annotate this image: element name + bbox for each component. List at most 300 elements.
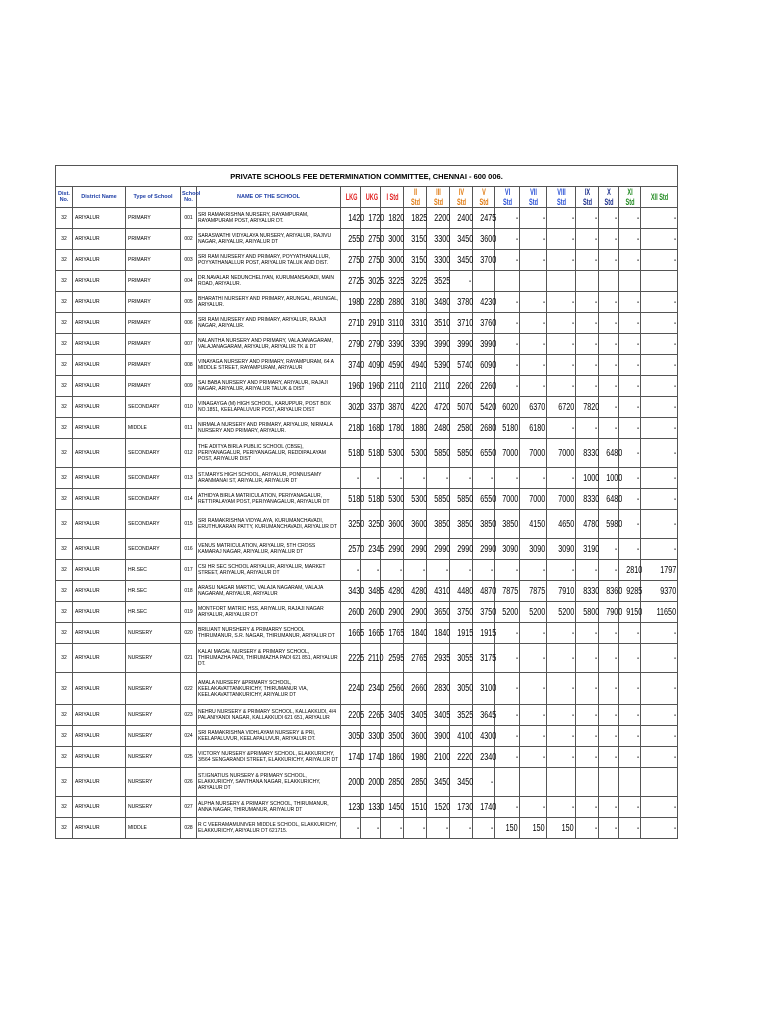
fee-value: 1520 <box>434 801 451 813</box>
fee-value: - <box>422 822 425 834</box>
header-std-5: IV Std <box>454 187 468 208</box>
fee-cell <box>450 418 473 439</box>
fee-value: 3990 <box>480 338 497 350</box>
fee-cell <box>404 602 427 623</box>
fee-cell <box>427 292 450 313</box>
fee-value: - <box>636 730 639 742</box>
fee-cell <box>450 726 473 747</box>
fee-value: 7875 <box>528 585 545 597</box>
dist-no-cell: 32 <box>56 623 73 644</box>
fee-cell <box>599 397 619 418</box>
fee-cell <box>495 510 520 539</box>
fee-cell <box>404 439 427 468</box>
fee-cell <box>341 560 361 581</box>
fee-cell <box>341 334 365 355</box>
header-school-name: NAME OF THE SCHOOL <box>197 187 341 208</box>
fee-value: - <box>571 627 574 639</box>
fee-value: - <box>636 338 639 350</box>
fee-value: 3900 <box>434 730 451 742</box>
fee-cell <box>520 705 547 726</box>
fee-cell <box>404 418 427 439</box>
school-name-cell: ARASU NAGAR MARTIC, VALAJA NAGARAM, VALAJA NAGARAM, ARIYALUR, ARIYALUR <box>197 581 341 602</box>
fee-cell <box>547 250 576 271</box>
fee-value: - <box>636 296 639 308</box>
fee-value: - <box>445 472 448 484</box>
fee-value: 2830 <box>434 683 451 694</box>
fee-cell <box>576 623 599 644</box>
fee-cell <box>404 768 427 797</box>
fee-cell <box>404 397 427 418</box>
fee-cell <box>619 726 641 747</box>
fee-value: 3600 <box>480 233 497 245</box>
fee-cell <box>547 644 576 673</box>
fee-cell <box>619 313 641 334</box>
fee-cell <box>427 397 450 418</box>
fee-cell <box>404 510 427 539</box>
fee-value: - <box>636 447 639 459</box>
fee-cell <box>576 818 599 839</box>
fee-value: - <box>673 338 677 350</box>
fee-cell <box>599 313 619 334</box>
fee-cell <box>520 489 547 510</box>
fee-value: - <box>594 380 597 392</box>
fee-cell <box>520 726 547 747</box>
table-row <box>56 376 678 397</box>
fee-cell <box>547 355 576 376</box>
fee-value: 2560 <box>388 683 405 694</box>
fee-cell <box>619 539 641 560</box>
district-cell: ARIYALUR <box>73 376 126 397</box>
school-type-cell: NURSERY <box>126 768 181 797</box>
dist-no-cell: 32 <box>56 705 73 726</box>
fee-cell <box>520 818 547 839</box>
fee-value: 5850 <box>457 447 474 459</box>
fee-value: 7000 <box>528 493 545 505</box>
school-name-cell: KALAI MAGAL NURSERY & PRIMARY SCHOOL, THIRUMAZHA PADI, THIRUMAZHA PADI 621 851, ARIYALUR DT. <box>197 644 341 673</box>
table-row <box>56 397 678 418</box>
table-row <box>56 334 678 355</box>
school-type-cell: PRIMARY <box>126 376 181 397</box>
fee-value: 3025 <box>368 275 385 287</box>
fee-cell <box>450 271 473 292</box>
fee-value: - <box>594 730 597 742</box>
fee-cell <box>619 747 641 768</box>
fee-cell <box>641 376 678 397</box>
fee-cell <box>520 797 547 818</box>
fee-cell <box>495 644 520 673</box>
fee-value: - <box>594 683 597 694</box>
fee-value: - <box>356 472 359 484</box>
fee-value: 1420 <box>348 212 365 224</box>
fee-cell <box>361 560 381 581</box>
fee-cell <box>576 560 599 581</box>
fee-cell <box>641 397 678 418</box>
fee-cell <box>619 560 641 581</box>
fee-value: - <box>571 233 574 245</box>
fee-cell <box>520 439 547 468</box>
fee-value: 2660 <box>411 683 428 694</box>
fee-cell <box>404 705 427 726</box>
fee-value: 2595 <box>388 652 405 664</box>
school-type-cell: HR.SEC <box>126 602 181 623</box>
school-type-cell: PRIMARY <box>126 334 181 355</box>
dist-no-cell: 32 <box>56 250 73 271</box>
fee-cell <box>427 229 450 250</box>
fee-value: 2790 <box>348 338 365 350</box>
fee-cell <box>427 623 450 644</box>
fee-cell <box>641 334 678 355</box>
fee-value: - <box>673 296 677 308</box>
fee-cell <box>495 726 520 747</box>
fee-cell <box>404 376 427 397</box>
fee-cell <box>427 510 450 539</box>
fee-value: - <box>673 359 677 371</box>
fee-cell <box>619 355 641 376</box>
fee-value: 2850 <box>411 776 428 788</box>
fee-cell <box>619 818 641 839</box>
fee-cell <box>341 397 365 418</box>
fee-cell <box>520 397 547 418</box>
fee-value: 3600 <box>411 518 428 530</box>
fee-cell <box>495 355 520 376</box>
fee-value: 7000 <box>557 493 574 505</box>
fee-cell <box>473 292 495 313</box>
fee-value: 1797 <box>660 564 677 576</box>
fee-cell <box>341 271 365 292</box>
fee-value: - <box>673 317 677 329</box>
fee-cell <box>427 539 450 560</box>
school-type-cell: SECONDARY <box>126 397 181 418</box>
school-name-cell: R C VEERAMAMUNIVER MIDDLE SCHOOL, ELAKKURICHY, ELAKKURICHY, ARIYALUR DT 621715. <box>197 818 341 839</box>
dist-no-cell: 32 <box>56 397 73 418</box>
fee-cell <box>520 539 547 560</box>
fee-cell <box>520 560 547 581</box>
fee-value: 7000 <box>557 447 574 459</box>
fee-value: 150 <box>505 822 518 834</box>
fee-value: - <box>636 518 639 530</box>
fee-value: - <box>636 683 639 694</box>
fee-cell <box>427 250 450 271</box>
fee-cell <box>495 797 520 818</box>
fee-value: 3390 <box>411 338 428 350</box>
fee-value: 5180 <box>368 447 385 459</box>
fee-value: 3300 <box>368 730 385 742</box>
fee-cell <box>473 397 495 418</box>
fee-cell <box>450 818 473 839</box>
fee-cell <box>495 602 520 623</box>
fee-value: 7000 <box>528 447 545 459</box>
fee-value: - <box>614 652 617 664</box>
fee-cell <box>341 418 365 439</box>
header-std-6: V Std <box>477 187 491 208</box>
header-std-11: X Std <box>604 187 613 207</box>
fee-cell <box>520 250 547 271</box>
fee-value: 5180 <box>348 493 365 505</box>
fee-value: 8330 <box>583 493 600 505</box>
fee-value: 2810 <box>626 564 643 576</box>
school-name-cell: SRI RAMAKRISHNA NURSERY, RAYAMPURAM, RAYAMPURAM POST, ARIYALUR DT. <box>197 208 341 229</box>
fee-value: - <box>614 543 617 555</box>
fee-value: - <box>673 652 677 664</box>
fee-value: - <box>571 730 574 742</box>
fee-cell <box>495 439 520 468</box>
fee-value: 2750 <box>368 233 385 245</box>
school-type-cell: SECONDARY <box>126 510 181 539</box>
fee-cell <box>450 208 473 229</box>
fee-value: 2475 <box>480 212 497 224</box>
table-row <box>56 644 678 673</box>
fee-cell <box>427 376 450 397</box>
fee-cell <box>341 468 361 489</box>
fee-cell <box>547 292 576 313</box>
district-cell: ARIYALUR <box>73 602 126 623</box>
fee-cell <box>473 313 495 334</box>
fee-cell <box>520 644 547 673</box>
fee-value: 4150 <box>528 518 545 530</box>
fee-cell <box>520 623 547 644</box>
fee-cell <box>576 673 599 705</box>
fee-value: 5180 <box>502 422 519 434</box>
fee-cell <box>450 510 473 539</box>
fee-cell <box>520 313 547 334</box>
fee-value: 9370 <box>660 585 677 597</box>
fee-value: - <box>515 730 518 742</box>
fee-value: - <box>636 212 639 224</box>
fee-cell <box>599 797 619 818</box>
table-row <box>56 418 678 439</box>
fee-value: 8360 <box>606 585 623 597</box>
school-name-cell: ST.IGNATIUS NURSERY & PRIMARY SCHOOL, ELAKKURICHY, SANTHANA NAGAR, ELAKKURICHY, ARIYALUR DT <box>197 768 341 797</box>
school-type-cell: SECONDARY <box>126 539 181 560</box>
school-no-cell: 025 <box>181 747 197 768</box>
fee-value: - <box>542 472 545 484</box>
fee-value: - <box>515 709 518 721</box>
fee-cell <box>547 418 576 439</box>
fee-value: 1740 <box>348 751 365 763</box>
fee-value: 2110 <box>368 652 384 664</box>
fee-cell <box>341 768 365 797</box>
fee-value: - <box>422 564 425 576</box>
fee-cell <box>341 673 365 705</box>
school-name-cell: VENUS MATRICULATION, ARIYALUR, 5TH CROSS KAMARAJ NAGAR, ARIYALUR, ARIYALUR DT <box>197 539 341 560</box>
header-std-13: XII Std <box>648 187 671 208</box>
dist-no-cell: 32 <box>56 489 73 510</box>
fee-cell <box>641 510 678 539</box>
dist-no-cell: 32 <box>56 726 73 747</box>
table-row <box>56 747 678 768</box>
fee-value: - <box>376 822 379 834</box>
fee-value: 7000 <box>502 447 519 459</box>
fee-value: 2220 <box>457 751 474 763</box>
fee-cell <box>520 581 547 602</box>
dist-no-cell: 32 <box>56 292 73 313</box>
fee-cell <box>599 376 619 397</box>
fee-value: 1665 <box>368 627 385 639</box>
fee-value: 1915 <box>457 627 474 639</box>
fee-value: 4940 <box>411 359 428 371</box>
fee-cell <box>495 560 520 581</box>
dist-no-cell: 32 <box>56 560 73 581</box>
fee-value: 1980 <box>411 751 428 763</box>
fee-value: 3525 <box>457 709 474 721</box>
fee-cell <box>495 376 520 397</box>
school-type-cell: NURSERY <box>126 726 181 747</box>
fee-value: 3190 <box>583 543 600 555</box>
fee-value: - <box>515 359 518 371</box>
fee-cell <box>427 768 450 797</box>
fee-value: 3870 <box>388 401 405 413</box>
fee-value: - <box>542 254 545 266</box>
fee-value: - <box>571 709 574 721</box>
fee-cell <box>495 418 520 439</box>
fee-value: 2765 <box>411 652 428 664</box>
fee-value: 2935 <box>434 652 451 664</box>
dist-no-cell: 32 <box>56 334 73 355</box>
fee-cell <box>473 439 495 468</box>
fee-cell <box>641 768 678 797</box>
fee-cell <box>495 271 520 292</box>
fee-value: 150 <box>561 822 574 834</box>
fee-value: - <box>399 472 402 484</box>
fee-value: - <box>399 564 402 576</box>
table-body <box>56 208 678 839</box>
fee-value: 3710 <box>457 317 474 329</box>
fee-value: - <box>636 751 639 763</box>
fee-cell <box>341 313 365 334</box>
fee-cell <box>404 271 427 292</box>
fee-cell <box>547 468 576 489</box>
school-no-cell: 014 <box>181 489 197 510</box>
fee-cell <box>495 818 520 839</box>
table-row <box>56 468 678 489</box>
school-no-cell: 015 <box>181 510 197 539</box>
fee-value: 4650 <box>557 518 574 530</box>
fee-value: 4280 <box>388 585 405 597</box>
fee-value: - <box>356 564 359 576</box>
fee-value: - <box>673 401 677 413</box>
fee-value: 5300 <box>388 447 405 459</box>
fee-value: 2850 <box>388 776 405 788</box>
fee-value: - <box>515 254 518 266</box>
header-dist-no: Dist. No. <box>56 187 73 208</box>
fee-cell <box>641 208 678 229</box>
fee-value: - <box>594 296 597 308</box>
district-cell: ARIYALUR <box>73 271 126 292</box>
fee-cell <box>547 623 576 644</box>
fee-value: 1780 <box>388 422 405 434</box>
fee-cell <box>450 397 473 418</box>
fee-cell <box>547 602 576 623</box>
fee-cell <box>404 292 427 313</box>
fee-value: 3480 <box>434 296 451 308</box>
fee-value: - <box>490 776 493 788</box>
table-row <box>56 581 678 602</box>
fee-value: 5200 <box>502 606 519 618</box>
fee-cell <box>427 644 450 673</box>
fee-cell <box>520 468 547 489</box>
fee-cell <box>427 271 450 292</box>
fee-value: - <box>376 564 379 576</box>
header-std-12: XI Std <box>623 187 637 208</box>
district-cell: ARIYALUR <box>73 468 126 489</box>
district-cell: ARIYALUR <box>73 560 126 581</box>
fee-value: - <box>614 822 617 834</box>
header-std-9: VIII Std <box>552 187 570 208</box>
fee-value: 3750 <box>457 606 474 618</box>
school-type-cell: MIDDLE <box>126 818 181 839</box>
fee-cell <box>599 355 619 376</box>
fee-value: 1740 <box>368 751 385 763</box>
fee-value: - <box>636 543 639 555</box>
school-no-cell: 011 <box>181 418 197 439</box>
fee-cell <box>473 468 495 489</box>
school-no-cell: 021 <box>181 644 197 673</box>
fee-cell <box>450 376 473 397</box>
fee-cell <box>619 705 641 726</box>
fee-value: 2200 <box>434 212 451 224</box>
fee-value: 3645 <box>480 709 497 721</box>
school-no-cell: 027 <box>181 797 197 818</box>
fee-cell <box>341 376 365 397</box>
fee-cell <box>427 705 450 726</box>
fee-cell <box>520 229 547 250</box>
fee-value: 5850 <box>457 493 474 505</box>
fee-cell <box>495 768 520 797</box>
fee-cell <box>450 355 473 376</box>
fee-value: - <box>673 801 677 813</box>
fee-value: 3600 <box>388 518 405 530</box>
school-name-cell: NEHRU NURSERY & PRIMARY SCHOOL, KALLAKKUDI, 4/4 PALANIYANDI NAGAR, KALLAKKUDI 621 651, ARIYALUR <box>197 705 341 726</box>
school-no-cell: 010 <box>181 397 197 418</box>
fee-cell <box>427 818 450 839</box>
fee-value: 3510 <box>434 317 451 329</box>
fee-value: 1840 <box>434 627 451 639</box>
table-row <box>56 313 678 334</box>
dist-no-cell: 32 <box>56 747 73 768</box>
fee-value: 4280 <box>411 585 428 597</box>
page-title: PRIVATE SCHOOLS FEE DETERMINATION COMMITTEE, CHENNAI - 600 006. <box>56 166 678 187</box>
fee-value: 3450 <box>457 233 474 245</box>
district-cell: ARIYALUR <box>73 673 126 705</box>
fee-cell <box>341 602 365 623</box>
fee-cell <box>599 292 619 313</box>
table-row <box>56 208 678 229</box>
fee-cell <box>547 376 576 397</box>
school-name-cell: ST.MARYS HIGH SCHOOL, ARIYALUR, PONNUSAMY ARANMANAI ST, ARIYALUR, ARIYALUR DT <box>197 468 341 489</box>
fee-value: 5070 <box>457 401 474 413</box>
fee-value: 2265 <box>368 709 385 721</box>
fee-value: 1765 <box>388 627 405 639</box>
fee-value: 3180 <box>411 296 428 308</box>
fee-value: 6370 <box>528 401 545 413</box>
fee-cell <box>547 229 576 250</box>
fee-cell <box>404 334 427 355</box>
fee-value: - <box>594 801 597 813</box>
fee-value: 3500 <box>388 730 405 742</box>
fee-value: 2000 <box>348 776 365 788</box>
fee-cell <box>427 468 450 489</box>
fee-value: 1840 <box>411 627 428 639</box>
fee-value: - <box>636 493 639 505</box>
fee-value: 3050 <box>348 730 365 742</box>
fee-value: 5180 <box>348 447 365 459</box>
fee-cell <box>599 250 619 271</box>
school-no-cell: 009 <box>181 376 197 397</box>
fee-value: - <box>571 296 574 308</box>
fee-value: 1510 <box>411 801 428 813</box>
fee-value: 3000 <box>388 254 405 266</box>
fee-value: 4590 <box>388 359 405 371</box>
